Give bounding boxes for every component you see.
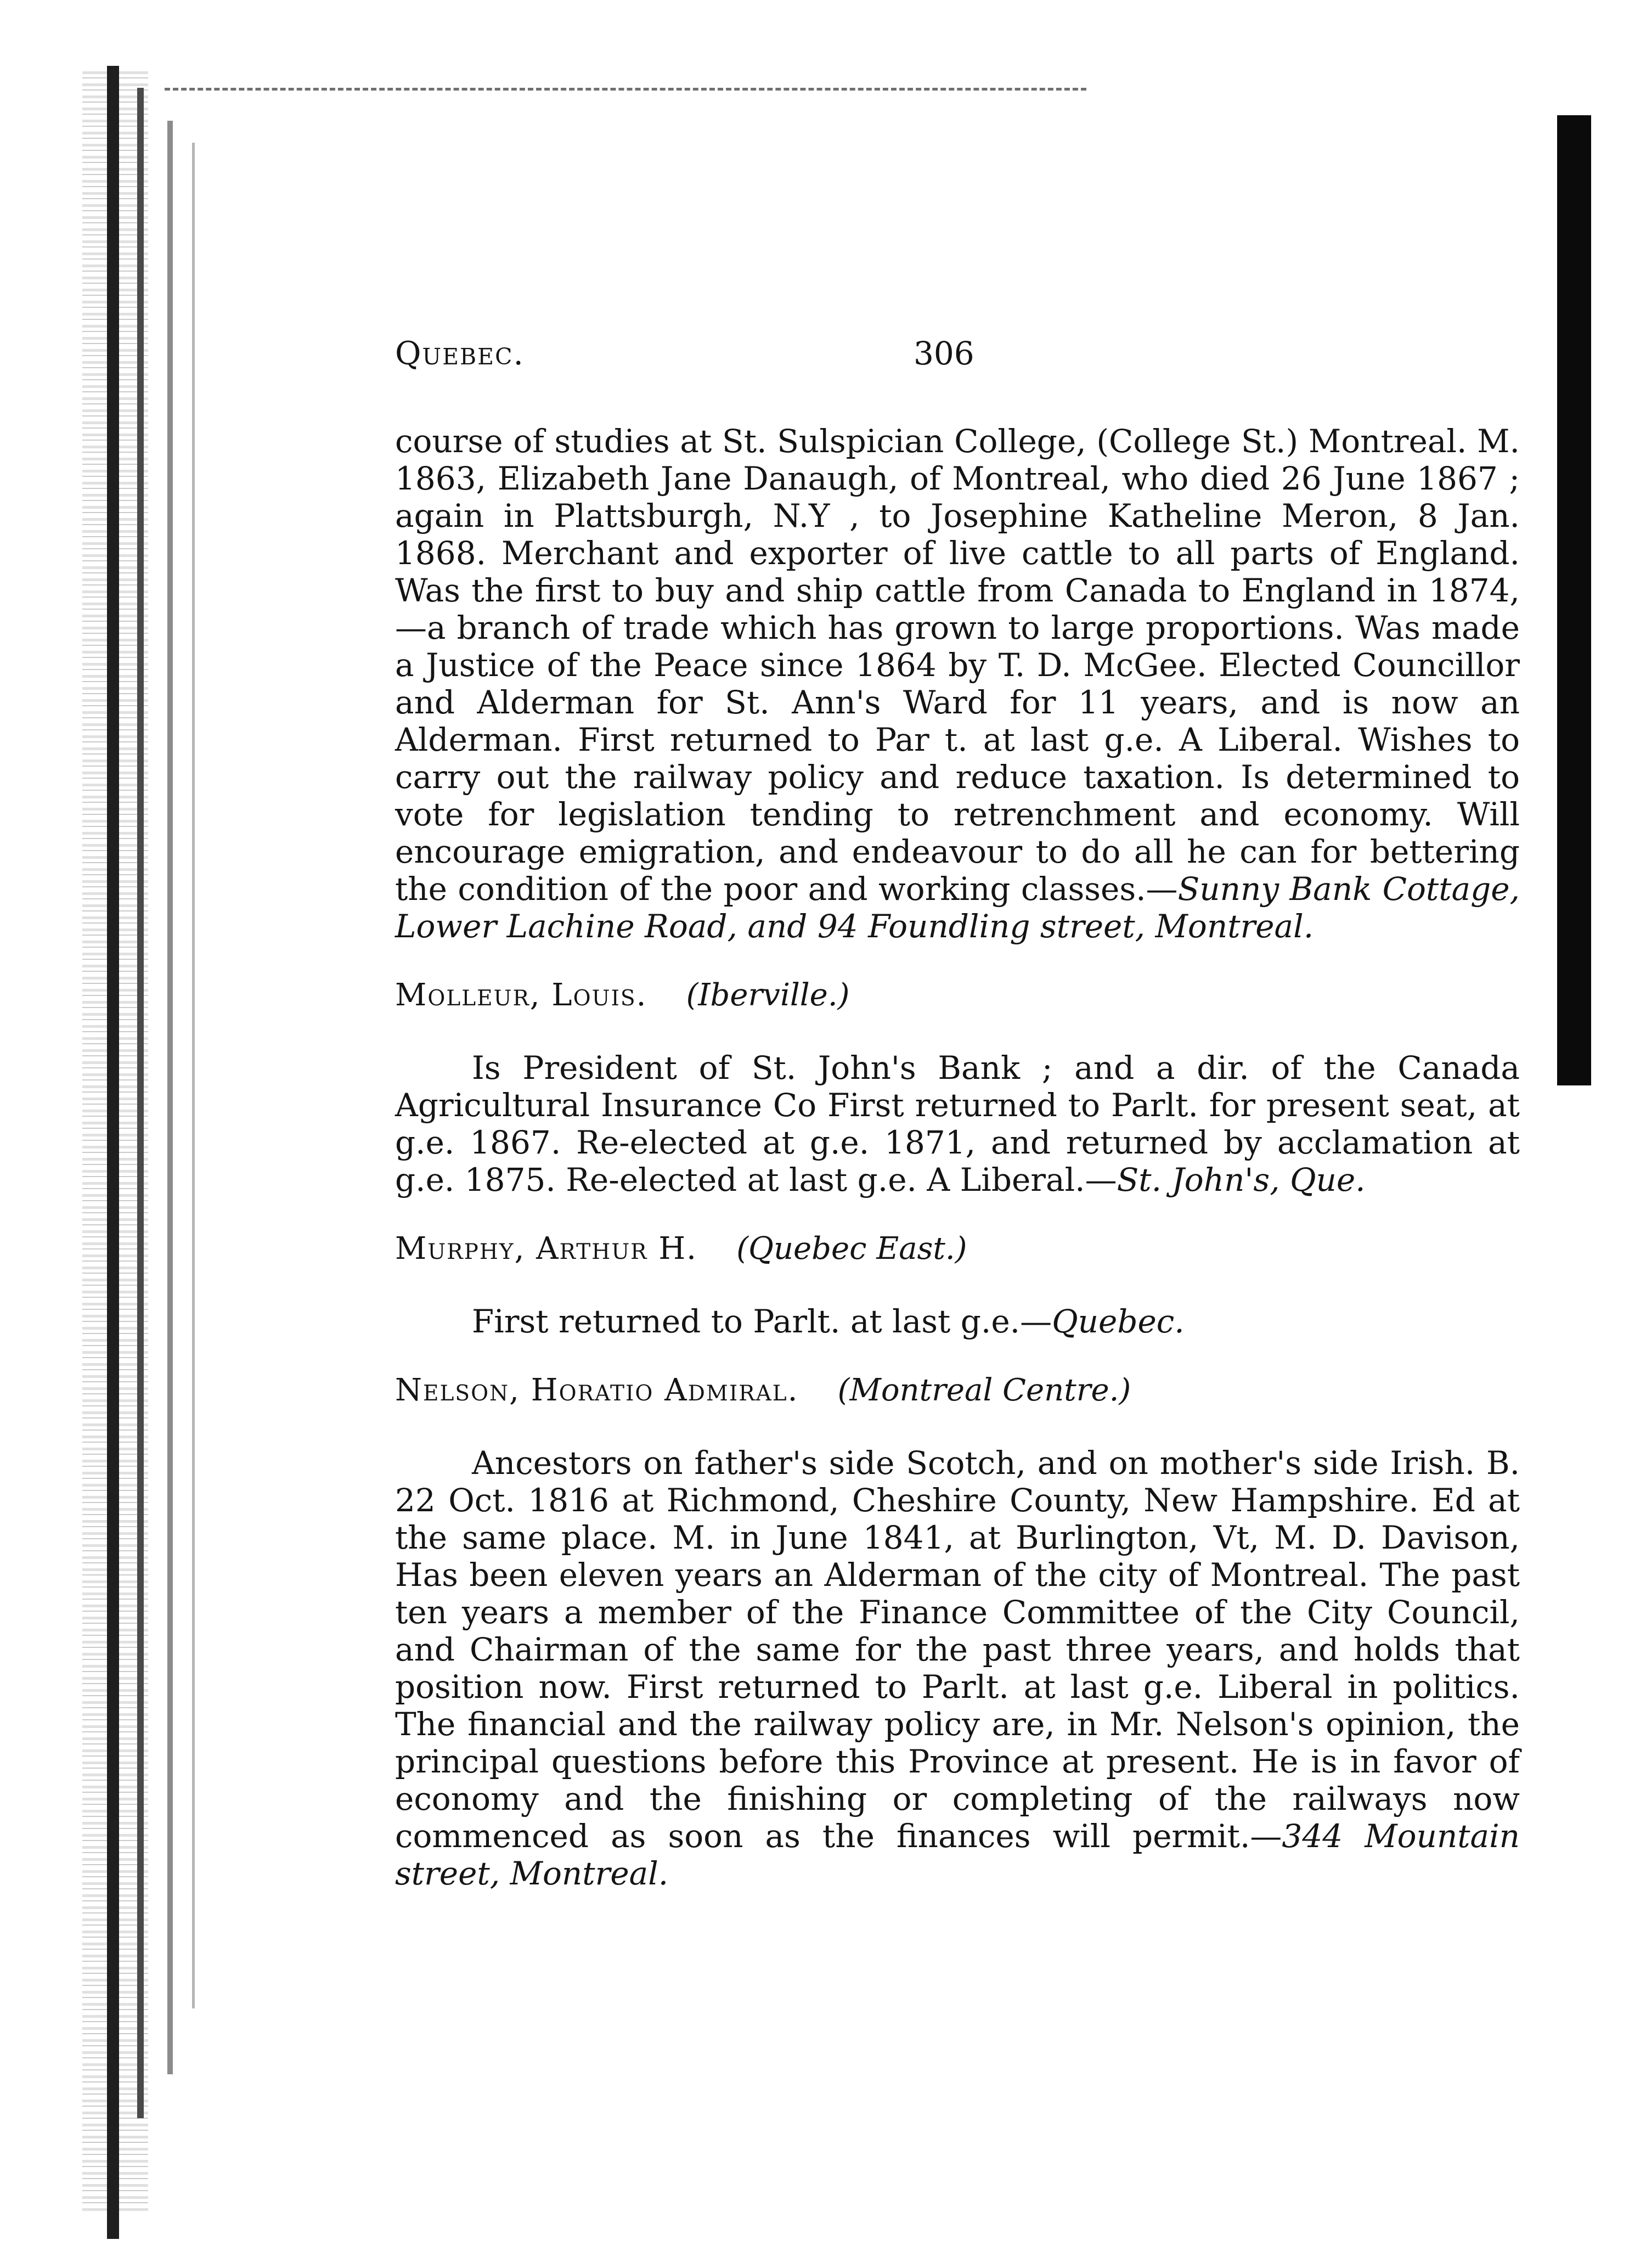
binding-stripe [107,66,119,2239]
member-name: Murphy, Arthur H. [395,1231,697,1267]
scan-edge-bar [1557,115,1591,1085]
binding-stripe [192,143,195,2008]
constituency: (Montreal Centre.) [837,1372,1131,1408]
biography-address: 344 Mountain street, Montreal. [395,1817,1520,1892]
page-content [395,335,1520,1924]
biography-address: St. John's, Que. [1117,1161,1366,1198]
constituency: (Quebec East.) [736,1231,967,1267]
entry-heading [395,1230,1520,1268]
member-name: Molleur, Louis. [395,977,647,1013]
top-scan-rule [165,88,1086,91]
continued-biography [395,423,1520,945]
constituency: (Iberville.) [686,977,850,1013]
biography-text: First returned to Parlt. at last g.e.— [472,1303,1052,1340]
biography-address: Sunny Bank Cottage, Lower Lachine Road, and 94 Foundling street, Montreal. [395,870,1520,945]
entry-heading [395,1372,1520,1409]
page-number: 306 [914,335,974,372]
entry-heading [395,977,1520,1014]
member-name: Nelson, Horatio Admiral. [395,1372,799,1408]
running-header [395,335,1520,390]
biography-address: Quebec. [1052,1303,1185,1340]
book-binding-edge [0,0,208,2268]
biography-text: course of studies at St. Sulspician College, (College St.) Montreal. M. 1863, Elizabeth Jane Danaugh, of Montreal, who died 26 June 1867 ; again in Plattsburgh, N.Y , to Josephine Katheline Meron, 8 Jan. 1868. Merchant and exporter of live cattle to all parts of England. Was the first to buy and ship cattle from Canada to England in 1874,—a branch of trade which has grown to large proportions. Was made a Justice of the Peace since 1864 by T. D. McGee. Elected Councillor and Alderman for St. Ann's Ward for 11 years, and is now an Alderman. First returned to Par t. at last g.e. A Liberal. Wishes to carry out the railway policy and reduce taxation. Is determined to vote for legislation tending to retrenchment and economy. Will encourage emigration, and endeavour to do all he can for bettering the condition of the poor and working classes.— [395,423,1520,908]
binding-stripe [167,121,173,2074]
biography-text: Ancestors on father's side Scotch, and on mother's side Irish. B. 22 Oct. 1816 at Richmond, Cheshire County, New Hampshire. Ed at the same place. M. in June 1841, at Burlington, Vt, M. D. Davison, Has been eleven years an Alderman of the city of Montreal. The past ten years a member of the Finance Committee of the City Council, and Chairman of the same for the past three years, and holds that position now. First returned to Parlt. at last g.e. Liberal in politics. The financial and the railway policy are, in Mr. Nelson's opinion, the principal questions before this Province at present. He is in favor of economy and the finishing or completing of the railways now commenced as soon as the finances will permit.— [395,1444,1520,1855]
biography [395,1444,1520,1892]
biography-text: Is President of St. John's Bank ; and a dir. of the Canada Agricultural Insurance Co First returned to Parlt. for present seat, at g.e. 1867. Re-elected at g.e. 1871, and returned by acclamation at g.e. 1875. Re-elected at last g.e. A Liberal.— [395,1049,1520,1198]
binding-stripe [137,88,144,2118]
biography [395,1303,1520,1340]
biography [395,1049,1520,1198]
running-title: Quebec. [395,335,525,372]
